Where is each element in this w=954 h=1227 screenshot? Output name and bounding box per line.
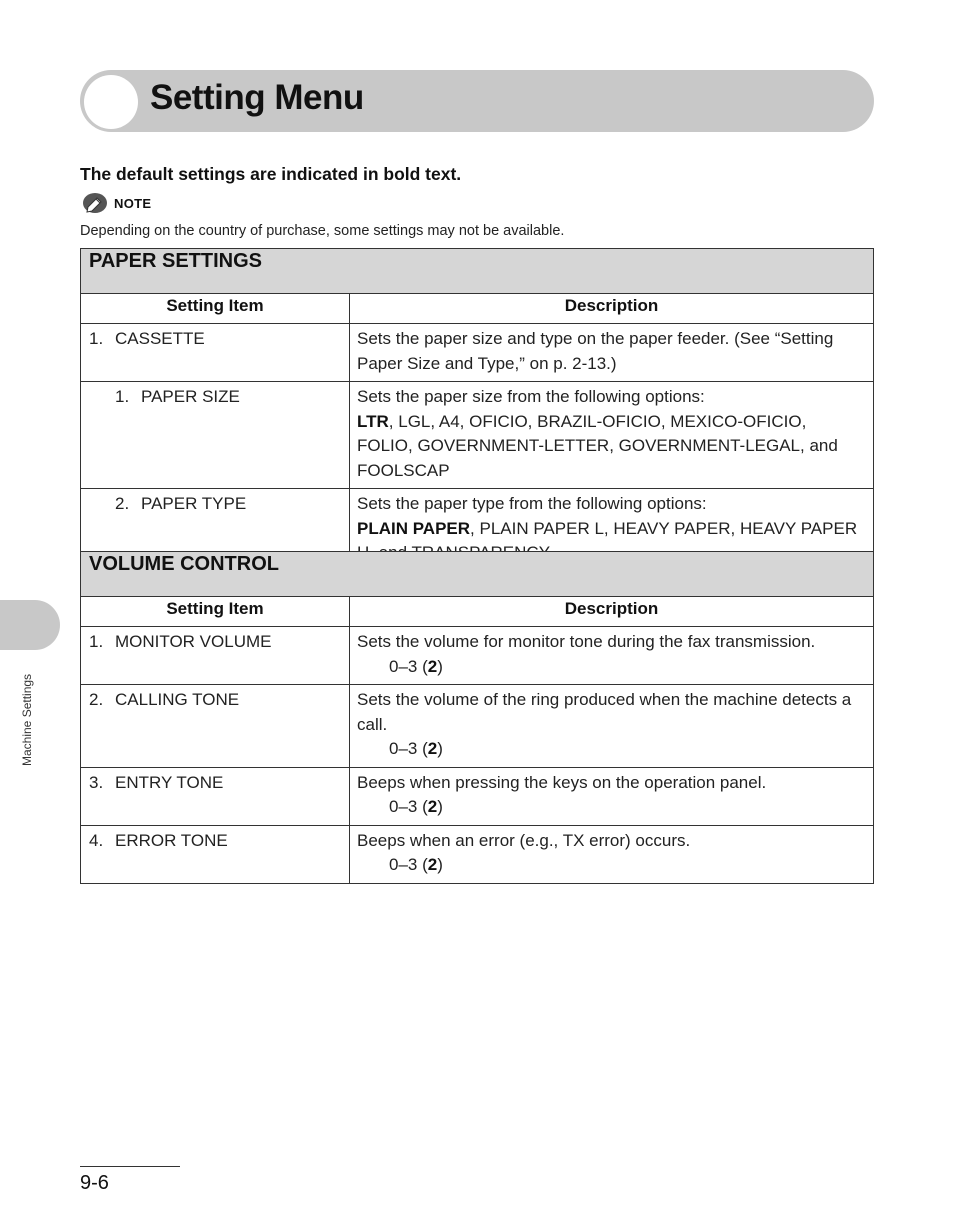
table-row	[81, 382, 874, 489]
col-header-setting-item: Setting Item	[81, 597, 350, 627]
col-header-setting-item: Setting Item	[81, 294, 350, 324]
note-header	[82, 192, 151, 214]
default-value: 2	[427, 739, 438, 758]
note-label: NOTE	[114, 195, 152, 211]
setting-description: Sets the volume of the ring produced when the machine detects a call. 0–3 (2)	[350, 685, 874, 768]
chapter-side-label: Machine Settings	[20, 673, 34, 766]
paper-settings-table	[80, 248, 874, 572]
paper-settings-heading: PAPER SETTINGS	[81, 249, 874, 294]
default-value: PLAIN PAPER	[357, 518, 471, 538]
title-circle	[84, 75, 138, 129]
setting-item: 1. MONITOR VOLUME	[81, 627, 350, 685]
setting-description: Sets the paper type from the following options: PLAIN PAPER, PLAIN PAPER L, HEAVY PAPER, HEAVY PAPER	[350, 489, 874, 572]
table-row	[81, 767, 874, 825]
table-row	[81, 324, 874, 382]
col-header-description: Description	[350, 597, 874, 627]
setting-description: Sets the paper size and type on the paper feeder. (See “Setting Paper Size and Type,” on p. 2-13.)	[350, 324, 874, 382]
setting-item: 3. ENTRY TONE	[81, 767, 350, 825]
footer-rule	[80, 1166, 180, 1167]
note-text: Depending on the country of purchase, some settings may not be available.	[80, 223, 565, 239]
setting-subitem: 1. PAPER SIZE	[81, 382, 350, 489]
default-value: 2	[427, 797, 438, 816]
col-header-description: Description	[350, 294, 874, 324]
setting-description: Sets the paper size from the following options: LTR, LGL, A4, OFICIO, BRAZIL-OFICIO, MEXICO-OFICIO, FOLIO, GOVERNMENT-LETTER, GOVERNMENT-LEGAL, and FOOLSCAP	[350, 382, 874, 489]
setting-description: Sets the volume for monitor tone during the fax transmission. 0–3 (2)	[350, 627, 874, 685]
volume-control-table	[80, 551, 874, 884]
default-value: LTR	[357, 411, 389, 431]
page-title: Setting Menu	[150, 78, 364, 117]
table-row	[81, 825, 874, 883]
setting-item: 2. CALLING TONE	[81, 685, 350, 768]
setting-item: 1. CASSETTE	[81, 324, 350, 382]
table-row	[81, 627, 874, 685]
chapter-side-tab	[0, 600, 60, 650]
table-row	[81, 685, 874, 768]
setting-subitem: 2. PAPER TYPE	[81, 489, 350, 572]
intro-text: The default settings are indicated in bold text.	[80, 164, 462, 184]
default-value: 2	[427, 656, 438, 676]
pencil-note-icon	[82, 192, 108, 214]
setting-description: Beeps when pressing the keys on the operation panel. 0–3 (2)	[350, 767, 874, 825]
page-number: 9-6	[80, 1172, 109, 1194]
volume-control-heading: VOLUME CONTROL	[81, 552, 874, 597]
setting-item: 4. ERROR TONE	[81, 825, 350, 883]
default-value: 2	[427, 855, 438, 874]
setting-description: Beeps when an error (e.g., TX error) occurs. 0–3 (2)	[350, 825, 874, 883]
